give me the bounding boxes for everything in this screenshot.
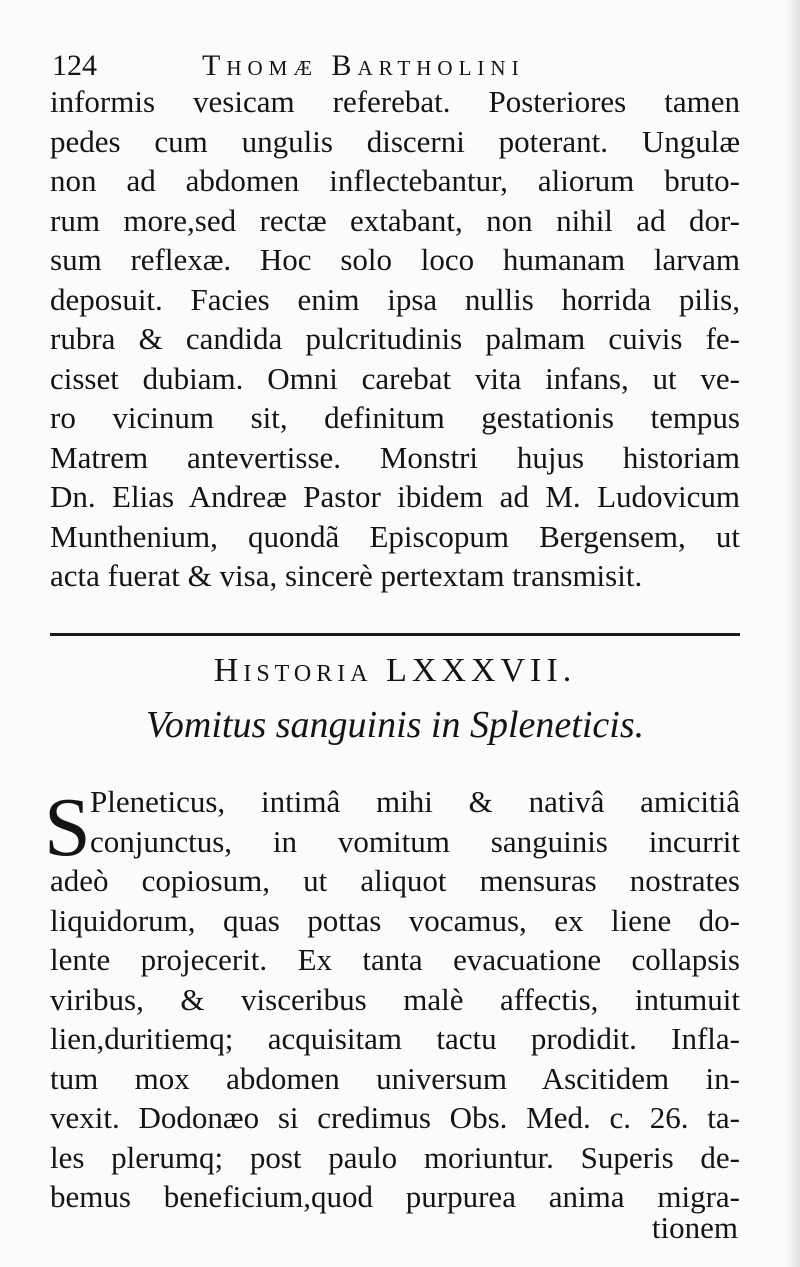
text-line: pedes cum ungulis discerni poterant. Ungulæ — [50, 123, 740, 159]
text-line: rum more,sed rectæ extabant, non nihil ad dor- — [50, 202, 740, 238]
text-line: conjunctus, in vomitum sanguinis incurrit — [90, 823, 740, 859]
section-subheading: Vomitus sanguinis in Spleneticis. — [145, 704, 645, 746]
text-line: Matrem antevertisse. Monstri hujus historiam — [50, 439, 740, 475]
paragraph-2 — [50, 782, 740, 1217]
text-line: lien,duritiemq; acquisitam tactu prodidit. Infla- — [50, 1021, 740, 1056]
text-line: ro vicinum sit, definitum gestationis tempus — [50, 400, 740, 435]
section-divider-rule — [50, 633, 740, 636]
text-line: cisset dubiam. Omni carebat vita infans, ut ve- — [50, 360, 740, 396]
text-line: Dn. Elias Andreæ Pastor ibidem ad M. Ludovicum — [50, 479, 740, 514]
text-line: sum reflexæ. Hoc solo loco humanam larvam — [50, 242, 740, 277]
text-line: viribus, & visceribus malè affectis, intumuit — [50, 981, 740, 1017]
text-line: non ad abdomen inflectebantur, aliorum bruto- — [50, 163, 740, 198]
text-line: tum mox abdomen universum Ascitidem in- — [50, 1060, 740, 1096]
text-line: deposuit. Facies enim ipsa nullis horrida pilis, — [50, 281, 740, 317]
text-line: liquidorum, quas pottas vocamus, ex liene do- — [50, 902, 740, 938]
text-line: rubra & candida pulcritudinis palmam cuivis fe- — [50, 321, 740, 356]
text-line: acta fuerat & visa, sincerè pertextam transmisit. — [50, 558, 643, 593]
text-line: les plerumq; post paulo moriuntur. Superis de- — [50, 1139, 740, 1175]
running-head-title: Thomæ Bartholini — [202, 49, 525, 82]
page-number: 124 — [52, 49, 97, 82]
section-heading: Historia LXXXVII. — [213, 652, 577, 689]
page-edge-shadow — [786, 0, 800, 1267]
text-line: bemus beneficium,quod purpurea anima migra- — [50, 1179, 740, 1214]
catchword: tionem — [651, 1210, 738, 1245]
text-line: Munthenium, quondã Episcopum Bergensem, ut — [50, 518, 740, 554]
text-line: lente projecerit. Ex tanta evacuatione collapsis — [50, 942, 740, 977]
text-line: Pleneticus, intimâ mihi & nativâ amicitiâ — [90, 784, 740, 819]
text-line: adeò copiosum, ut aliquot mensuras nostrates — [50, 863, 740, 898]
text-line: vexit. Dodonæo si credimus Obs. Med. c. 26. ta- — [50, 1100, 740, 1135]
drop-cap: S — [44, 781, 91, 874]
paragraph-1 — [50, 82, 740, 596]
text-line: informis vesicam referebat. Posteriores tamen — [50, 84, 740, 119]
